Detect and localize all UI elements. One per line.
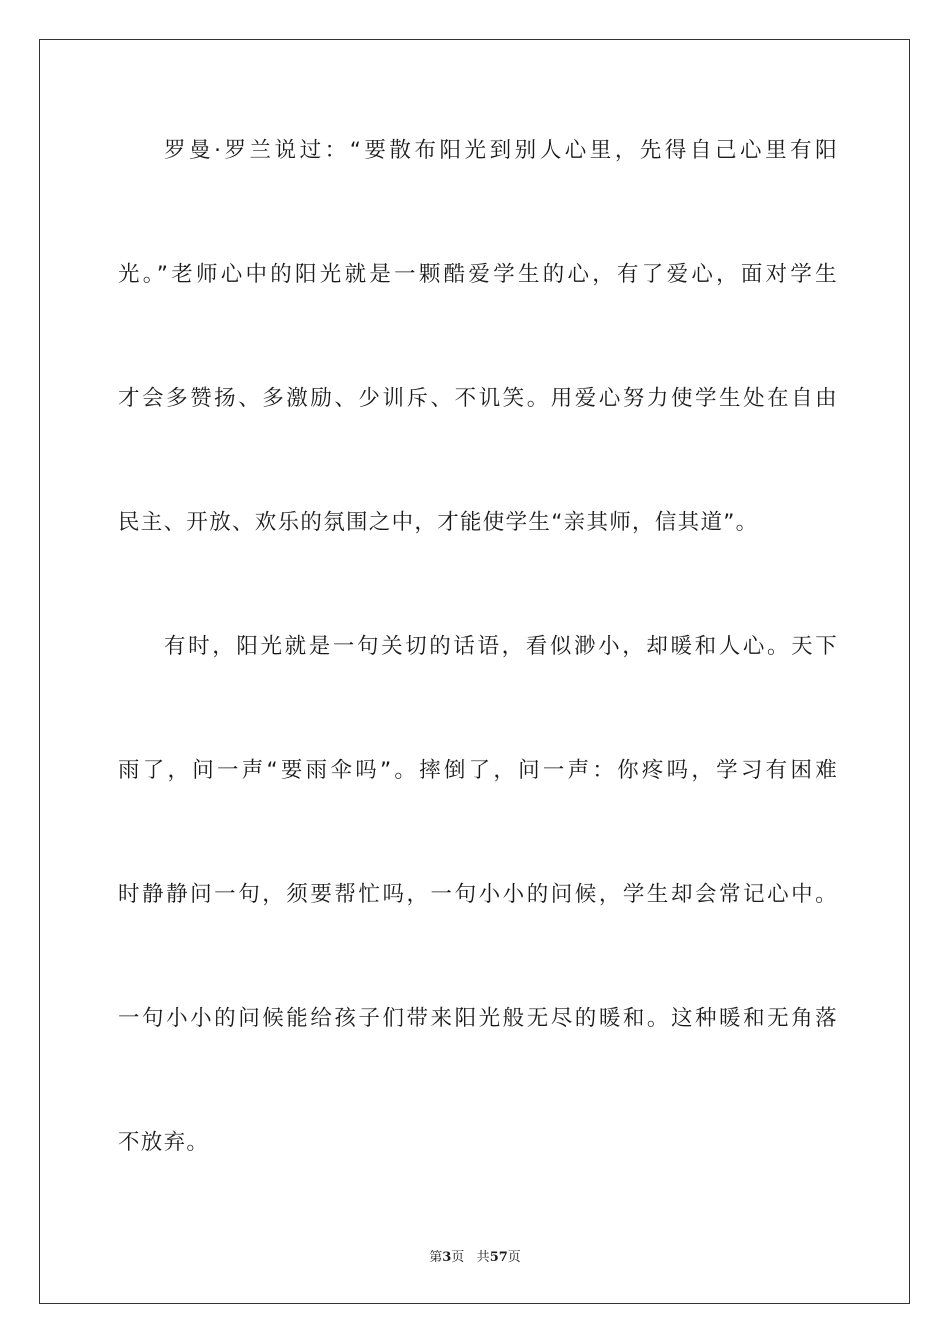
paragraph-2-line-4: 一句小小的问候能给孩子们带来阳光般无尽的暖和。这种暖和无角落 (118, 1006, 838, 1031)
total-pages: 57 (489, 1250, 508, 1265)
paragraph-2-line-1: 有时，阳光就是一句关切的话语，看似渺小，却暖和人心。天下 (164, 634, 838, 659)
page-suffix: 页 (451, 1250, 465, 1265)
page-prefix: 第 (429, 1250, 443, 1265)
paragraph-2-line-2: 雨了，问一声“要雨伞吗”。摔倒了，问一声：你疼吗，学习有困难 (118, 758, 838, 783)
paragraph-1-line-4: 民主、开放、欢乐的氛围之中，才能使学生“亲其师，信其道”。 (118, 510, 759, 535)
page-border (39, 39, 910, 1304)
paragraph-2-line-3: 时静静问一句，须要帮忙吗，一句小小的问候，学生却会常记心中。 (118, 882, 838, 907)
page-number: 3 (442, 1250, 452, 1265)
paragraph-1-line-1: 罗曼·罗兰说过：“要散布阳光到别人心里，先得自己心里有阳 (164, 138, 838, 163)
paragraph-1-line-2: 光。”老师心中的阳光就是一颗酷爱学生的心，有了爱心，面对学生 (118, 262, 838, 287)
paragraph-1-line-3: 才会多赞扬、多激励、少训斥、不讥笑。用爱心努力使学生处在自由 (118, 386, 838, 411)
paragraph-2-line-5: 不放弃。 (118, 1130, 210, 1155)
page-footer (0, 1246, 950, 1265)
total-suffix: 页 (507, 1250, 521, 1265)
total-prefix: 共 (476, 1250, 490, 1265)
